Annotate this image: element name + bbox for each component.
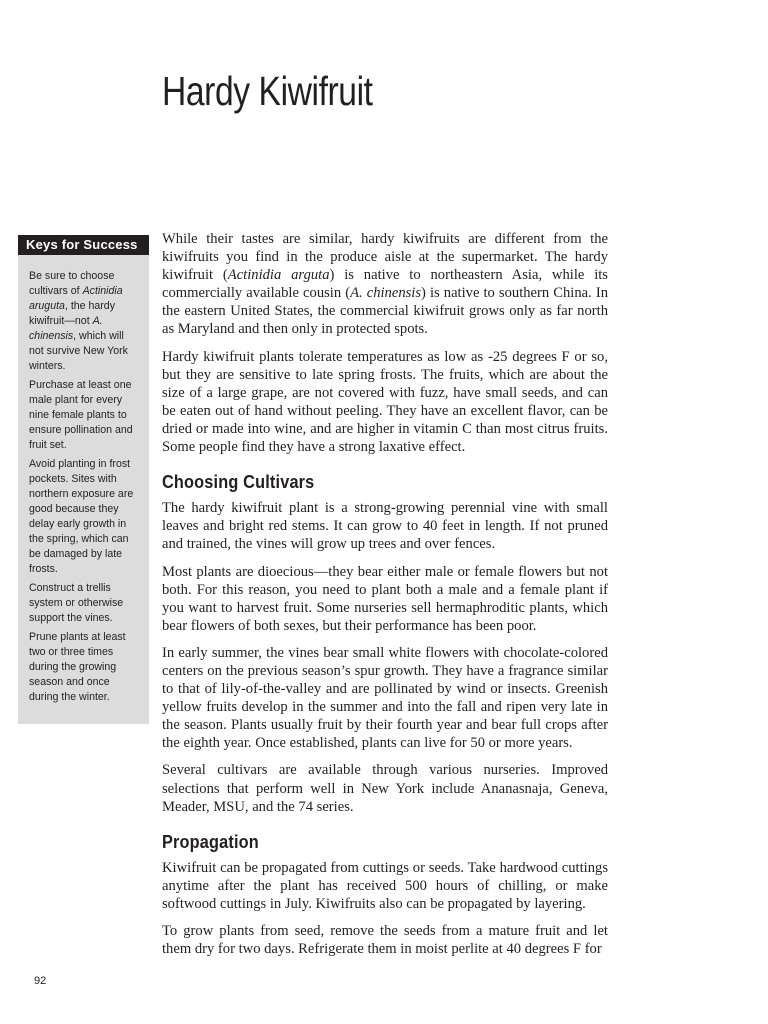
main-article bbox=[162, 230, 608, 967]
text-run: Kiwifruit can be propagated from cuttings or seeds. Take hardwood cuttings anytime after the plant has received 500 hours of chilling, or make softwood cuttings in July. Kiwifruits also can be propagated by layering. bbox=[162, 859, 608, 912]
text-run: While their tastes are similar, hardy kiwifruits are different from the kiwifruits you find in the produce aisle at the supermarket. The hardy kiwifruit ( bbox=[162, 231, 608, 284]
page-title: Hardy Kiwifruit bbox=[162, 68, 373, 114]
sidebar-tip bbox=[29, 581, 139, 626]
keys-for-success-sidebar bbox=[18, 235, 149, 724]
text-run: The hardy kiwifruit plant is a strong-growing perennial vine with small leaves and bright red stems. It can grow to 40 feet in length. If not pruned and trained, the vines will grow up trees and over fences. bbox=[162, 500, 608, 553]
text-run: Avoid planting in frost pockets. Sites with northern exposure are good because they delay early growth in the spring, which can be damaged by late frosts. bbox=[29, 458, 134, 575]
sidebar-heading: Keys for Success bbox=[18, 235, 149, 255]
section-heading: Propagation bbox=[162, 830, 259, 852]
italic-text: Actinidia aruguta bbox=[29, 285, 123, 312]
text-run: Construct a trellis system or otherwise support the vines. bbox=[29, 582, 124, 624]
italic-text: A. chinensis bbox=[350, 285, 422, 302]
sidebar-tip bbox=[29, 630, 139, 705]
sidebar-tip bbox=[29, 378, 139, 453]
text-run: , which will not survive New York winters. bbox=[29, 330, 128, 372]
italic-text: A. chinensis bbox=[29, 315, 103, 342]
text-run: ) is native to southern China. In the eastern United States, the commercial kiwifruit grows only as far north as Maryland and then only in protected spots. bbox=[162, 285, 608, 338]
body-paragraph bbox=[162, 761, 608, 815]
body-paragraph bbox=[162, 230, 608, 339]
text-run: Be sure to choose cultivars of bbox=[29, 270, 115, 297]
body-paragraph bbox=[162, 563, 608, 635]
text-run: , the hardy kiwifruit—not bbox=[29, 300, 115, 327]
text-run: Purchase at least one male plant for every nine female plants to ensure pollination and fruit set. bbox=[29, 379, 133, 451]
text-run: Hardy kiwifruit plants tolerate temperatures as low as -25 degrees F or so, but they are sensitive to late spring frosts. The fruits, which are about the size of a large grape, are not covered with fuzz, have small seeds, and can be eaten out of hand without peeling. They have an excellent flavor, can be dried or made into wine, and are higher in vitamin C than most citrus fruits. Some people find they have a strong laxative effect. bbox=[162, 348, 608, 456]
sidebar-tip bbox=[29, 269, 139, 374]
text-run: ) is native to northeastern Asia, while its commercially available cousin ( bbox=[162, 267, 608, 302]
sidebar-tips bbox=[18, 255, 149, 705]
body-paragraph bbox=[162, 859, 608, 913]
body-paragraph bbox=[162, 499, 608, 553]
section-heading: Choosing Cultivars bbox=[162, 471, 315, 493]
body-paragraph bbox=[162, 348, 608, 457]
text-run: Several cultivars are available through various nurseries. Improved selections that perform well in New York include Ananasnaja, Geneva, Meader, MSU, and the 74 series. bbox=[162, 762, 608, 815]
page-number: 92 bbox=[34, 975, 47, 987]
text-run: In early summer, the vines bear small white flowers with chocolate-colored centers on the previous season’s spur growth. They have a fragrance similar to that of lily-of-the-valley and are pollinated by wind or insects. Greenish yellow fruits develop in the summer and into the fall and ripen very late in the season. Plants usually fruit by their fourth year and bear full crops after the eighth year. Once established, plants can live for 50 or more years. bbox=[162, 644, 608, 752]
body-paragraph bbox=[162, 922, 608, 958]
text-run: To grow plants from seed, remove the seeds from a mature fruit and let them dry for two days. Refrigerate them in moist perlite at 40 degrees F for bbox=[162, 923, 608, 958]
text-run: Most plants are dioecious—they bear either male or female flowers but not both. For this reason, you need to plant both a male and a female plant if you want to harvest fruit. Some nurseries sell hermaphroditic plants, which bear flowers of both sexes, but their performance has been poor. bbox=[162, 563, 608, 634]
body-paragraph bbox=[162, 644, 608, 753]
italic-text: Actinidia arguta bbox=[227, 267, 330, 284]
sidebar-tip bbox=[29, 457, 139, 577]
text-run: Prune plants at least two or three times during the growing season and once during the winter. bbox=[29, 631, 126, 703]
